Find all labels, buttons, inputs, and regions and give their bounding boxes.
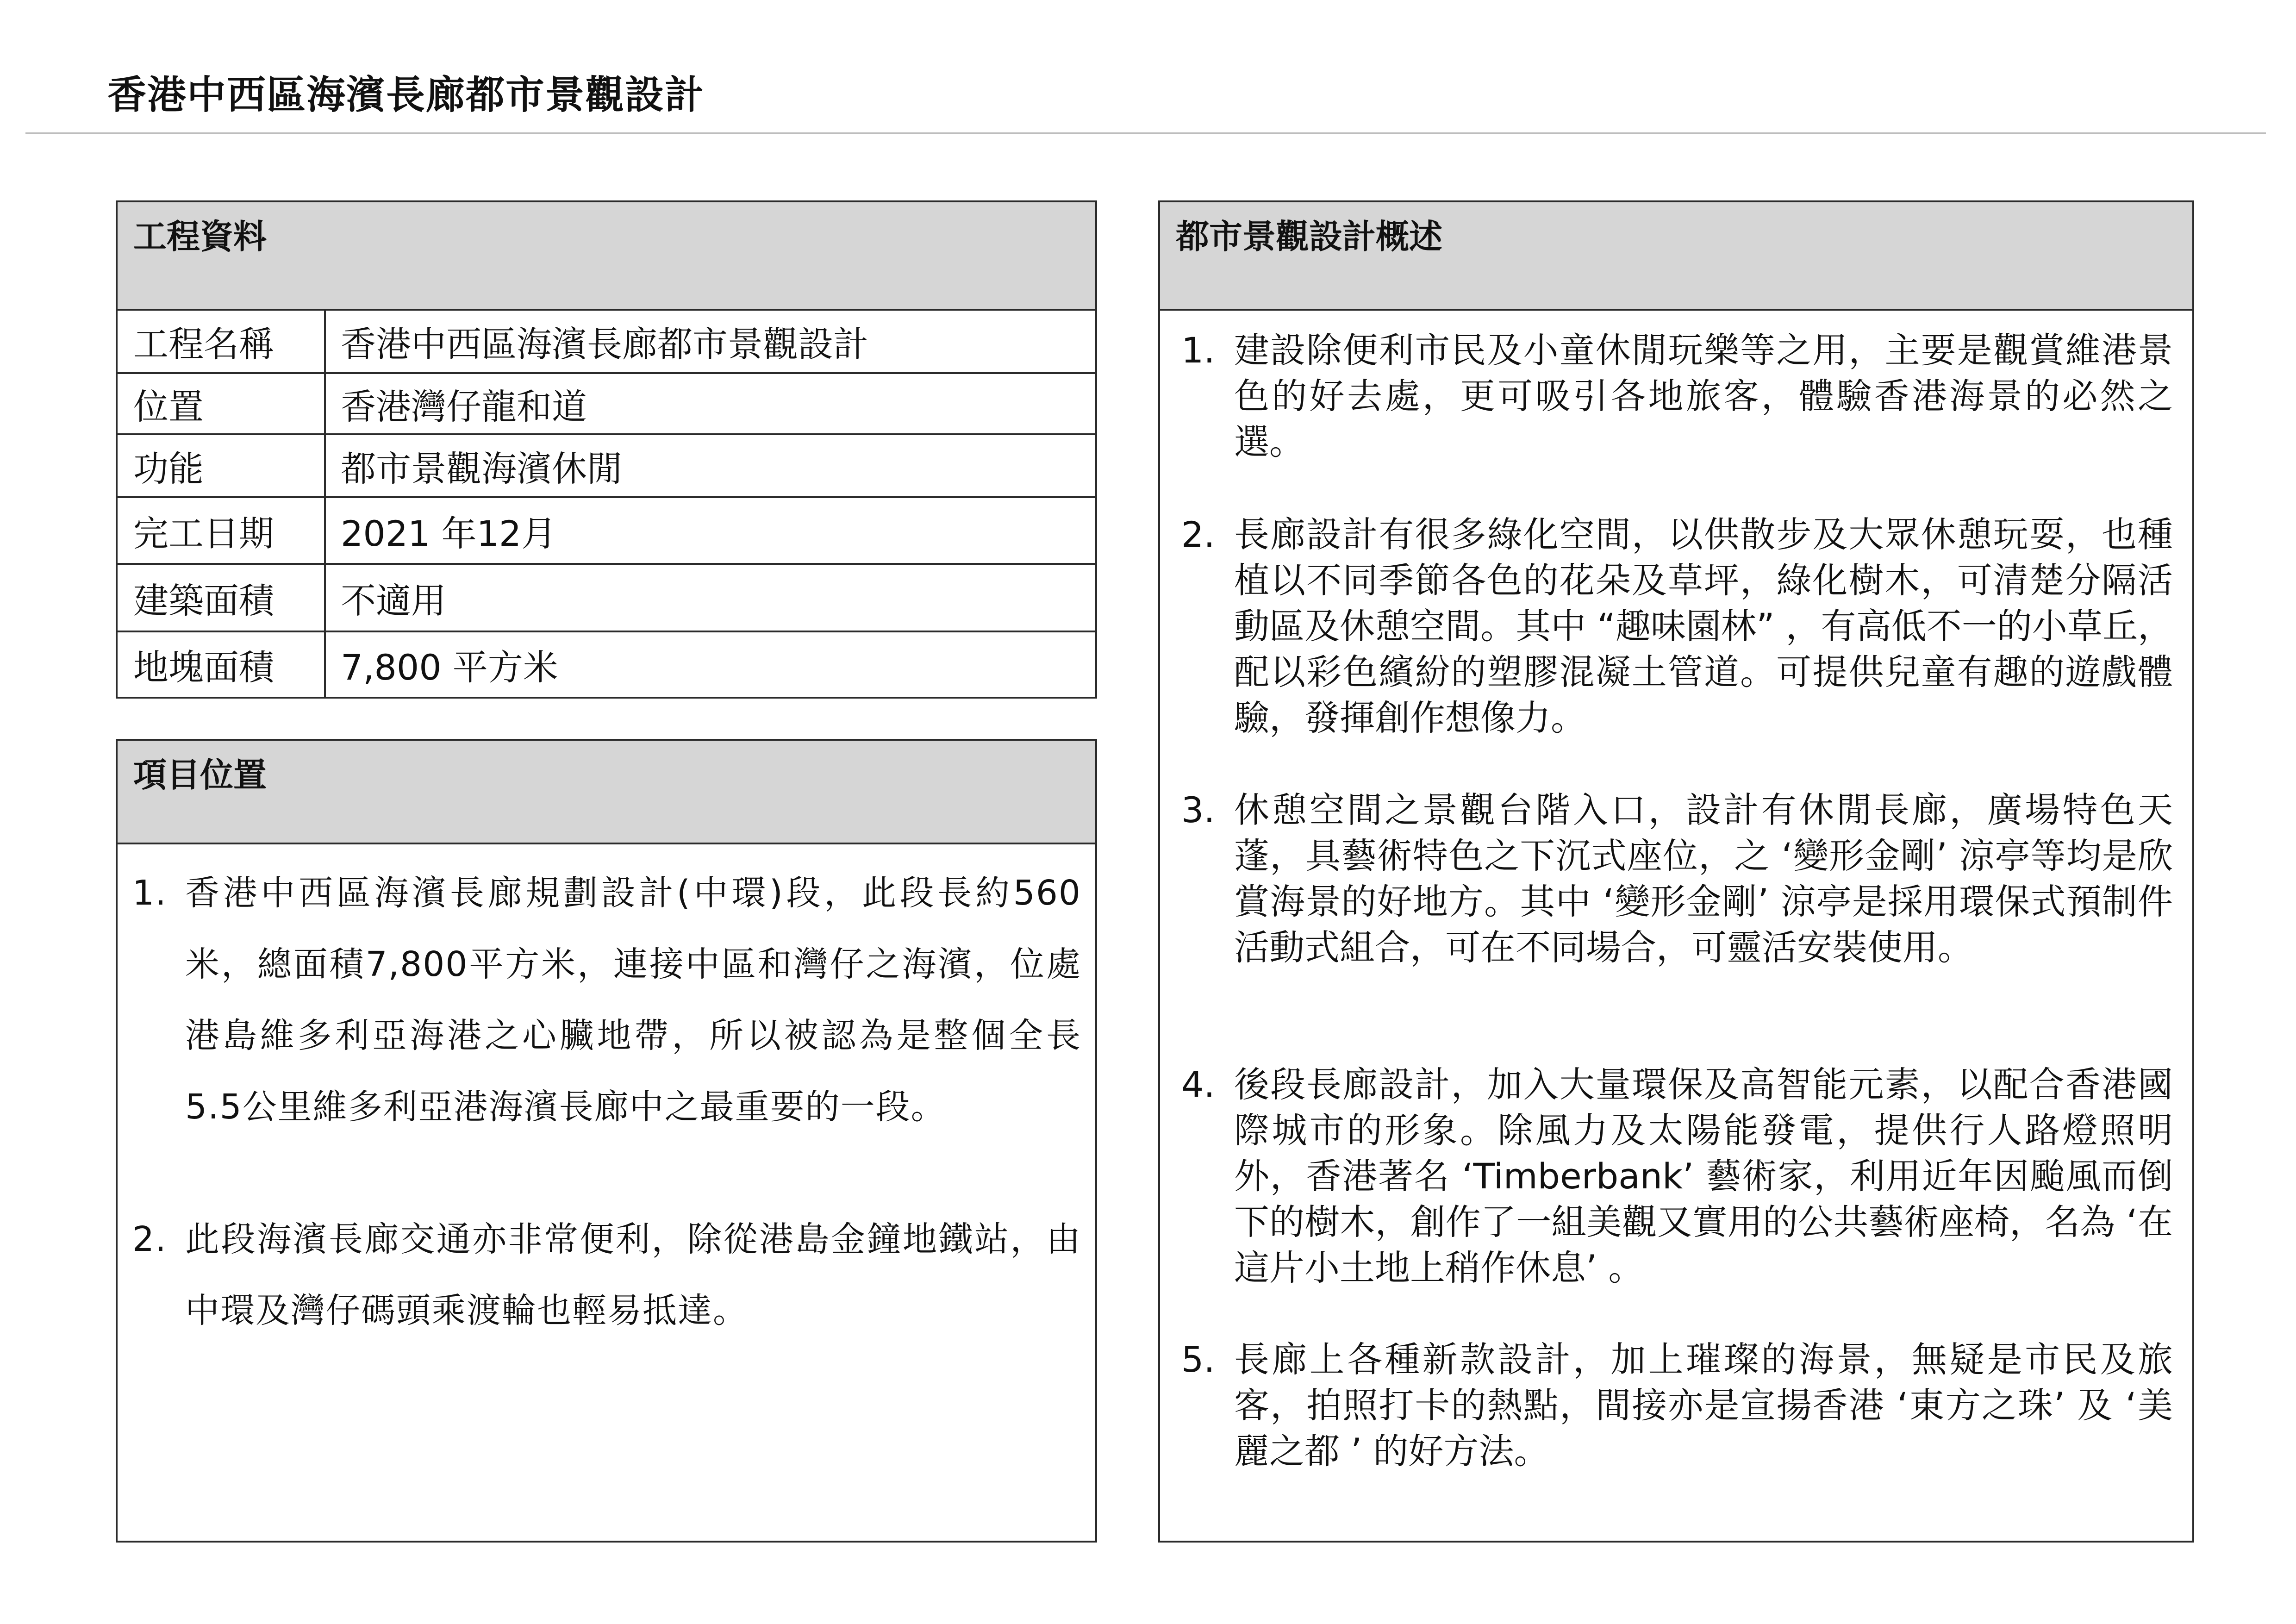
table-row [118, 373, 1095, 434]
list-item-text: 後段長廊設計，加入大量環保及高智能元素，以配合香港國際城市的形象。除風力及太陽能發電，提供行人路燈照明外，香港著名 ‘Timberbank’ 藝術家，利用近年因颱風而倒下的樹木，創作了一組美觀又實用的公共藝術座椅，名為 ‘在這片小土地上稍作休息’ 。 [1234, 1064, 2173, 1288]
list-item-number: 2. [1181, 514, 1215, 555]
location-panel [116, 739, 1097, 1543]
list-item-text: 建設除便利市民及小童休閒玩樂等之用，主要是觀賞維港景色的好去處，更可吸引各地旅客，體驗香港海景的必然之選。 [1234, 330, 2173, 462]
list-item [1160, 512, 2192, 741]
list-item [118, 1204, 1095, 1346]
table-row [118, 311, 1095, 373]
row-value: 都市景觀海濱休閒 [325, 434, 1095, 497]
list-item [118, 857, 1095, 1143]
row-value: 2021 年12月 [325, 497, 1095, 564]
title-divider [25, 132, 2266, 134]
table-row [118, 497, 1095, 564]
list-item-text: 長廊設計有很多綠化空間，以供散步及大眾休憩玩耍，也種植以不同季節各色的花朵及草坪，綠化樹木，可清楚分隔活動區及休憩空間。其中 “趣味園林” ，有高低不一的小草丘，配以彩色繽紛的塑膠混凝土管道。可提供兒童有趣的遊戲體驗，發揮創作想像力。 [1234, 514, 2173, 738]
row-label: 工程名稱 [118, 311, 325, 373]
list-item-text: 此段海濱長廊交通亦非常便利，除從港島金鐘地鐵站，由中環及灣仔碼頭乘渡輪也輕易抵達。 [185, 1219, 1081, 1330]
table-row [118, 564, 1095, 631]
list-item-number: 3. [1181, 789, 1215, 831]
list-item-number: 1. [1181, 330, 1215, 371]
project-info-heading: 工程資料 [118, 202, 1095, 311]
list-item [1160, 787, 2192, 970]
list-item-number: 4. [1181, 1064, 1215, 1105]
project-info-panel [116, 200, 1097, 699]
location-heading: 項目位置 [118, 741, 1095, 844]
table-row [118, 631, 1095, 697]
project-info-table [118, 311, 1095, 697]
row-label: 建築面積 [118, 564, 325, 631]
list-item [1160, 1337, 2192, 1474]
row-label: 完工日期 [118, 497, 325, 564]
list-item [1160, 1062, 2192, 1291]
table-row [118, 434, 1095, 497]
list-item-text: 長廊上各種新款設計，加上璀璨的海景，無疑是市民及旅客，拍照打卡的熱點，間接亦是宣揚香港 ‘東方之珠’ 及 ‘美麗之都 ’ 的好方法。 [1234, 1339, 2173, 1472]
row-label: 功能 [118, 434, 325, 497]
overview-heading: 都市景觀設計概述 [1160, 202, 2192, 311]
row-value: 香港中西區海濱長廊都市景觀設計 [325, 311, 1095, 373]
list-item [1160, 327, 2192, 465]
list-item-number: 5. [1181, 1339, 1215, 1380]
list-item-text: 香港中西區海濱長廊規劃設計(中環)段，此段長約560米，總面積7,800平方米，連接中區和灣仔之海濱，位處港島維多利亞海港之心臟地帶，所以被認為是整個全長5.5公里維多利亞港海濱長廊中之最重要的一段。 [185, 873, 1081, 1127]
list-item-number: 2. [132, 1219, 167, 1259]
row-value: 不適用 [325, 564, 1095, 631]
row-label: 地塊面積 [118, 631, 325, 697]
overview-panel [1158, 200, 2194, 1543]
page-title: 香港中西區海濱長廊都市景觀設計 [107, 72, 705, 118]
row-value: 香港灣仔龍和道 [325, 373, 1095, 434]
list-item-text: 休憩空間之景觀台階入口，設計有休閒長廊，廣場特色天蓬，具藝術特色之下沉式座位，之 ‘變形金剛’ 涼亭等均是欣賞海景的好地方。其中 ‘變形金剛’ 涼亭是採用環保式預制件活動式組合，可在不同場合，可靈活安裝使用。 [1234, 789, 2173, 968]
row-value: 7,800 平方米 [341, 647, 558, 688]
row-label: 位置 [118, 373, 325, 434]
list-item-number: 1. [132, 873, 167, 913]
